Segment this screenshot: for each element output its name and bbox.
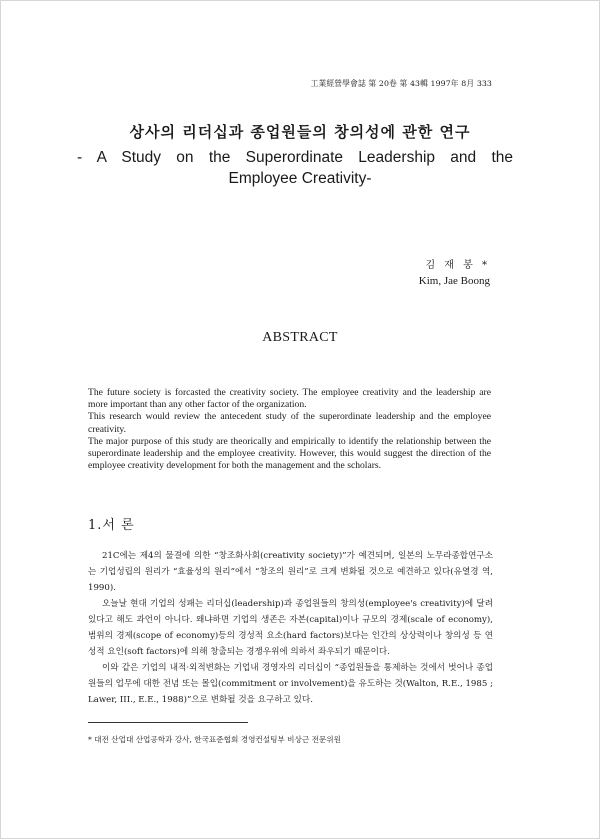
author-name-korean: 김 재 봉 * [425,260,490,271]
body-paragraph: 이와 같은 기업의 내적·외적변화는 기업내 경영자의 리더십이 “종업원들을 통제하는 것에서 벗어나 종업원들의 업무에 대한 전념 또는 몰입(commitment or involvement)을 유도하는 것(Walton, R.E., 1985 ; Lawer, III., E.E., 1988)”으로 변화될 것을 요구하고 있다. [88,663,493,705]
title-english-line1: - A Study on the Superordinate Leadership and the [77,149,513,166]
abstract-body [88,387,491,472]
footnote-divider [88,722,248,723]
introduction-body [88,548,493,708]
author-name-english: Kim, Jae Boong [418,275,490,287]
title-english-line2: Employee Creativity- [228,170,372,187]
abstract-paragraph: The future society is forcasted the creativity society. The employee creativity and the leadership are more important than any other factor of the organization. [88,387,491,411]
journal-header: 工業經營學會誌 第 20卷 第 43輯 1997年 8月 333 [310,79,492,88]
title-korean: 상사의 리더십과 종업원들의 창의성에 관한 연구 [129,123,471,141]
abstract-heading: ABSTRACT [262,330,338,345]
body-paragraph: 21C에는 제4의 물결에 의한 “창조화사회(creativity society)”가 예견되며, 일본의 노무라종합연구소는 기업성립의 원리가 “효율성의 원리”에서 “창조의 원리”로 크게 변화될 것으로 예견하고 있다(유열경 역, 1990). [88,551,493,593]
footnote: * 대전 산업대 산업공학과 강사, 한국표준협회 경영컨설팅부 비상근 전문위원 [88,735,341,744]
abstract-paragraph: The major purpose of this study are theorically and empirically to identify the relationship between the superordinate leadership and the employee creativity. However, this would suggest the direction of the employee creativity development for both the management and the scholars. [88,435,491,472]
section-heading: 1.서 론 [88,518,135,533]
abstract-paragraph: This research would review the antecedent study of the superordinate leadership and the employee creativity. [88,411,491,435]
body-paragraph: 오늘날 현대 기업의 성패는 리더십(leadership)과 종업원들의 창의성(employee's creativity)에 달려있다고 해도 과언이 아니다. 왜냐하면 기업의 생존은 자본(capital)이나 규모의 경제(scale of economy), 범위의 경제(scope of economy)등의 경성적 요소(hard factors)보다는 인간의 상상력이나 창의성 등 연성적 요인(soft factors)에 의해 창출되는 경쟁우위에 의하서 좌우되기 때문이다. [88,599,493,657]
